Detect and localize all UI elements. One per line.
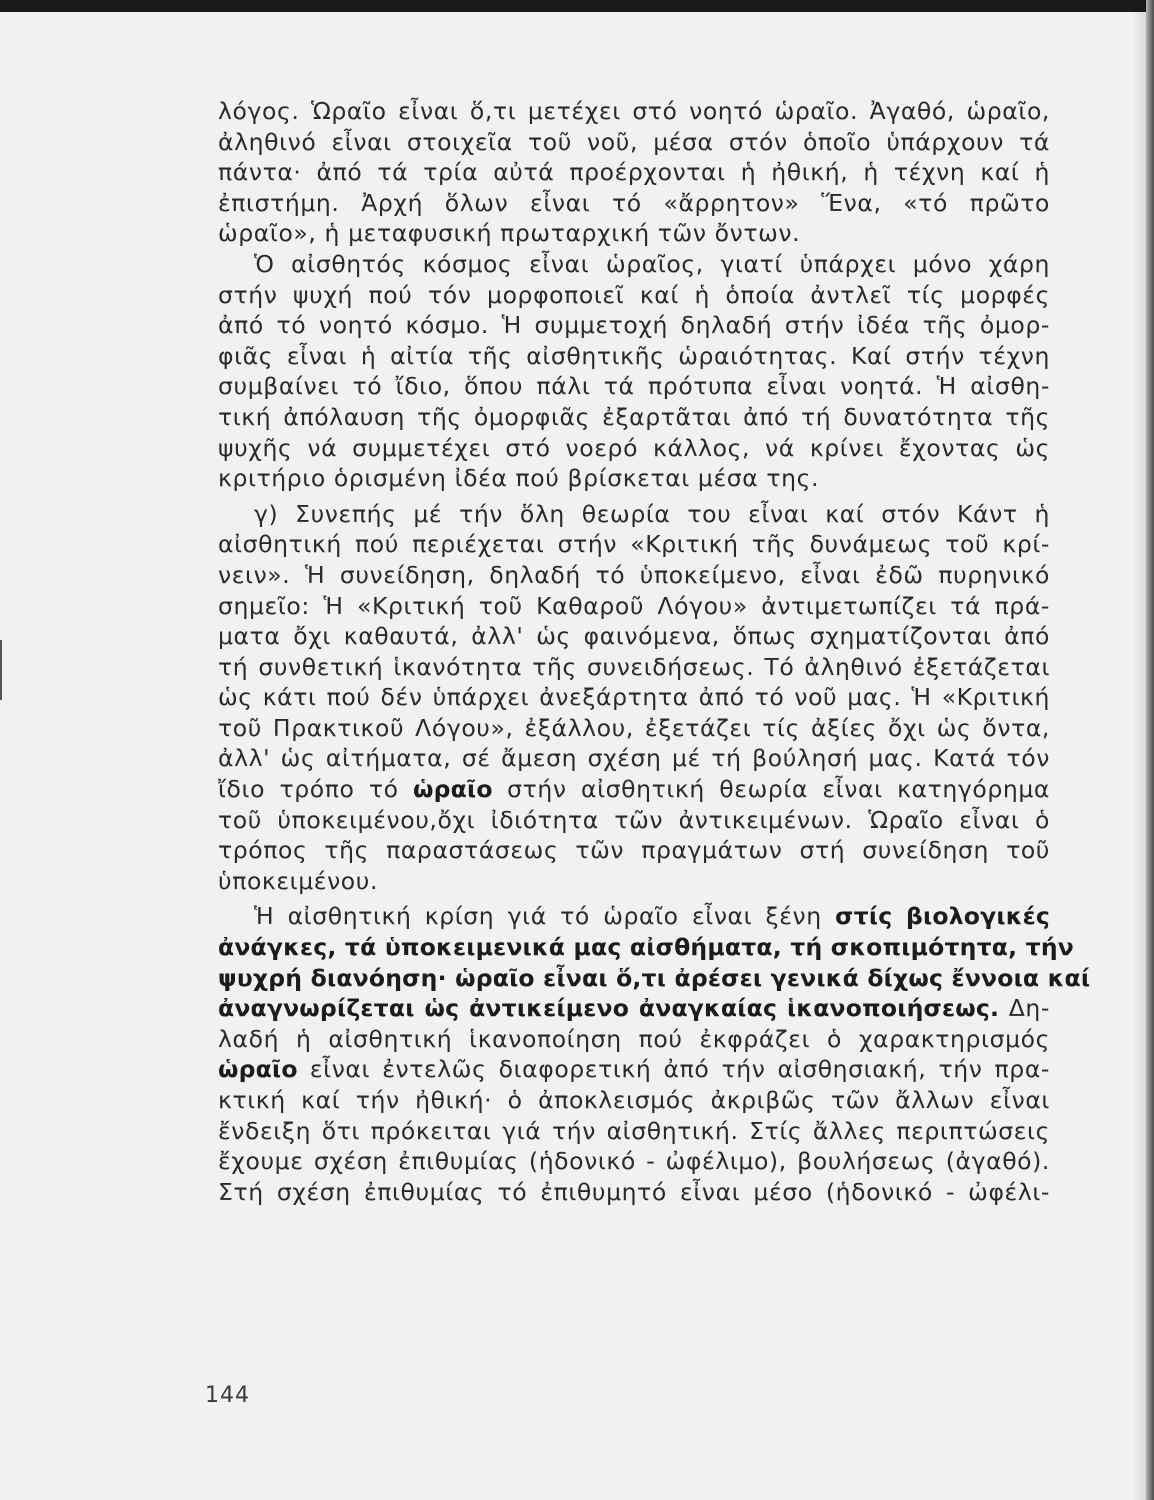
text-line: ὡς κάτι πού δέν ὑπάρχει ἀνεξάρτητα ἀπό τό νοῦ μας. Ἡ «Κριτική (218, 683, 1050, 712)
bold-term: ὡραῖο (413, 775, 493, 804)
bold-phrase: ἀναγνωρίζεται ὡς ἀντικείμενο ἀναγκαίας ἱκανοποιήσεως. (218, 994, 1000, 1023)
text-line: ἀλλ' ὡς αἰτήματα, σέ ἄμεση σχέση μέ τή βούλησή μας. Κατά τόν (218, 744, 1050, 773)
text-line (218, 932, 1074, 963)
text-line: τική ἀπόλαυση τῆς ὀμορφιᾶς ἐξαρτᾶται ἀπό τή δυνατότητα τῆς (218, 402, 1050, 431)
text-line: Ὁ αἰσθητός κόσμος εἶναι ὡραῖος, γιατί ὑπάρχει μόνο χάρη (254, 249, 1050, 278)
text-line: νειν». Ἡ συνείδηση, δηλαδή τό ὑποκείμενο, εἶναι ἐδῶ πυρηνικό (218, 560, 1050, 589)
text-line: κτική καί τήν ἠθική· ὁ ἀποκλεισμός ἀκριβῶς τῶν ἄλλων εἶναι (218, 1086, 1050, 1114)
bold-term: ὡραῖο (218, 1055, 298, 1084)
page-number: 144 (205, 1383, 250, 1408)
text-line: ὑποκειμένου. (218, 866, 379, 895)
text-line: ἔνδειξη ὅτι πρόκειται γιά τήν αἰσθητική. Στίς ἄλλες περιπτώσεις (218, 1116, 1050, 1145)
text-line (218, 901, 1050, 932)
bold-phrase: ἀνάγκες, τά ὑποκειμενικά μας αἰσθήματα, τή σκοπιμότητα, τήν (218, 933, 1074, 962)
text-line: τοῦ ὑποκειμένου,ὄχι ἰδιότητα τῶν ἀντικειμένων. Ὡραῖο εἶναι ὁ (218, 805, 1050, 834)
text-line: στήν ψυχή πού τόν μορφοποιεῖ καί ἡ ὁποία ἀντλεῖ τίς μορφές (218, 280, 1050, 309)
text-line: ἀληθινό εἶναι στοιχεῖα τοῦ νοῦ, μέσα στόν ὁποῖο ὑπάρχουν τά (218, 127, 1050, 156)
text-fragment: εἶναι ἐντελῶς διαφορετική ἀπό τήν αἰσθησιακή, τήν πρα- (297, 1055, 1050, 1084)
scan-top-border (0, 0, 1154, 12)
text-fragment: Ἡ αἰσθητική κρίση γιά τό ὡραῖο εἶναι ξένη (254, 902, 836, 931)
scan-right-border (1146, 0, 1154, 1500)
body-text (218, 96, 1091, 1207)
text-line: ἐπιστήμη. Ἀρχή ὅλων εἶναι τό «ἄρρητον» Ἕνα, «τό πρῶτο (218, 188, 1050, 217)
text-fragment: Δη- (999, 994, 1050, 1023)
text-line: Στή σχέση ἐπιθυμίας τό ἐπιθυμητό εἶναι μέσο (ἡδονικό - ὠφέλι- (218, 1177, 1050, 1206)
text-line (218, 774, 1050, 805)
text-line: κριτήριο ὁρισμένη ἰδέα πού βρίσκεται μέσα της. (218, 464, 820, 493)
text-line: λόγος. Ὡραῖο εἶναι ὅ,τι μετέχει στό νοητό ὡραῖο. Ἀγαθό, ὡραῖο, (218, 97, 1050, 125)
text-line: τρόπος τῆς παραστάσεως τῶν πραγμάτων στή συνείδηση τοῦ (218, 836, 1050, 865)
text-line: ψυχῆς νά συμμετέχει στό νοερό κάλλος, νά κρίνει ἔχοντας ὡς (218, 433, 1050, 462)
text-line: ἀπό τό νοητό κόσμο. Ἡ συμμετοχή δηλαδή στήν ἰδέα τῆς ὀμορ- (218, 311, 1050, 340)
text-line (218, 963, 1091, 994)
text-fragment: ἴδιο τρόπο τό (218, 775, 414, 804)
page-gutter-shadow (1132, 0, 1146, 1500)
text-line: συμβαίνει τό ἴδιο, ὅπου πάλι τά πρότυπα εἶναι νοητά. Ἡ αἰσθη- (218, 372, 1050, 401)
text-line: τοῦ Πρακτικοῦ Λόγου», ἐξάλλου, ἐξετάζει τίς ἀξίες ὄχι ὡς ὄντα, (218, 713, 1050, 742)
text-line: τή συνθετική ἱκανότητα τῆς συνειδήσεως. Τό ἀληθινό ἐξετάζεται (218, 652, 1050, 681)
text-line (218, 1054, 1050, 1085)
text-fragment: στήν αἰσθητική θεωρία εἶναι κατηγόρημα (492, 775, 1050, 804)
text-line: σημεῖο: Ἡ «Κριτική τοῦ Καθαροῦ Λόγου» ἀντιμετωπίζει τά πρά- (218, 591, 1050, 620)
text-line: πάντα· ἀπό τά τρία αὐτά προέρχονται ἡ ἠθική, ἡ τέχνη καί ἡ (218, 158, 1050, 187)
bold-phrase: στίς βιολογικές (835, 902, 1050, 931)
text-line: λαδή ἡ αἰσθητική ἱκανοποίηση πού ἐκφράζει ὁ χαρακτηρισμός (218, 1024, 1050, 1053)
bold-phrase: ψυχρή διανόηση· ὡραῖο εἶναι ὅ,τι ἀρέσει γενικά δίχως ἔννοια καί (218, 963, 1091, 992)
text-line: ματα ὄχι καθαυτά, ἀλλ' ὡς φαινόμενα, ὅπως σχηματίζονται ἀπό (218, 622, 1050, 651)
text-line: αἰσθητική πού περιέχεται στήν «Κριτική τῆς δυνάμεως τοῦ κρί- (218, 530, 1050, 559)
text-line (218, 993, 1050, 1024)
text-line: ἔχουμε σχέση ἐπιθυμίας (ἡδονικό - ὠφέλιμο), βουλήσεως (ἀγαθό). (218, 1147, 1050, 1176)
text-line: ὡραῖο», ἡ μεταφυσική πρωταρχική τῶν ὄντων. (218, 219, 801, 248)
scan-left-mark (0, 640, 2, 700)
text-line: φιᾶς εἶναι ἡ αἰτία τῆς αἰσθητικῆς ὡραιότητας. Καί στήν τέχνη (218, 341, 1050, 370)
text-line: γ) Συνεπής μέ τήν ὅλη θεωρία του εἶναι καί στόν Κάντ ἡ (254, 499, 1050, 528)
